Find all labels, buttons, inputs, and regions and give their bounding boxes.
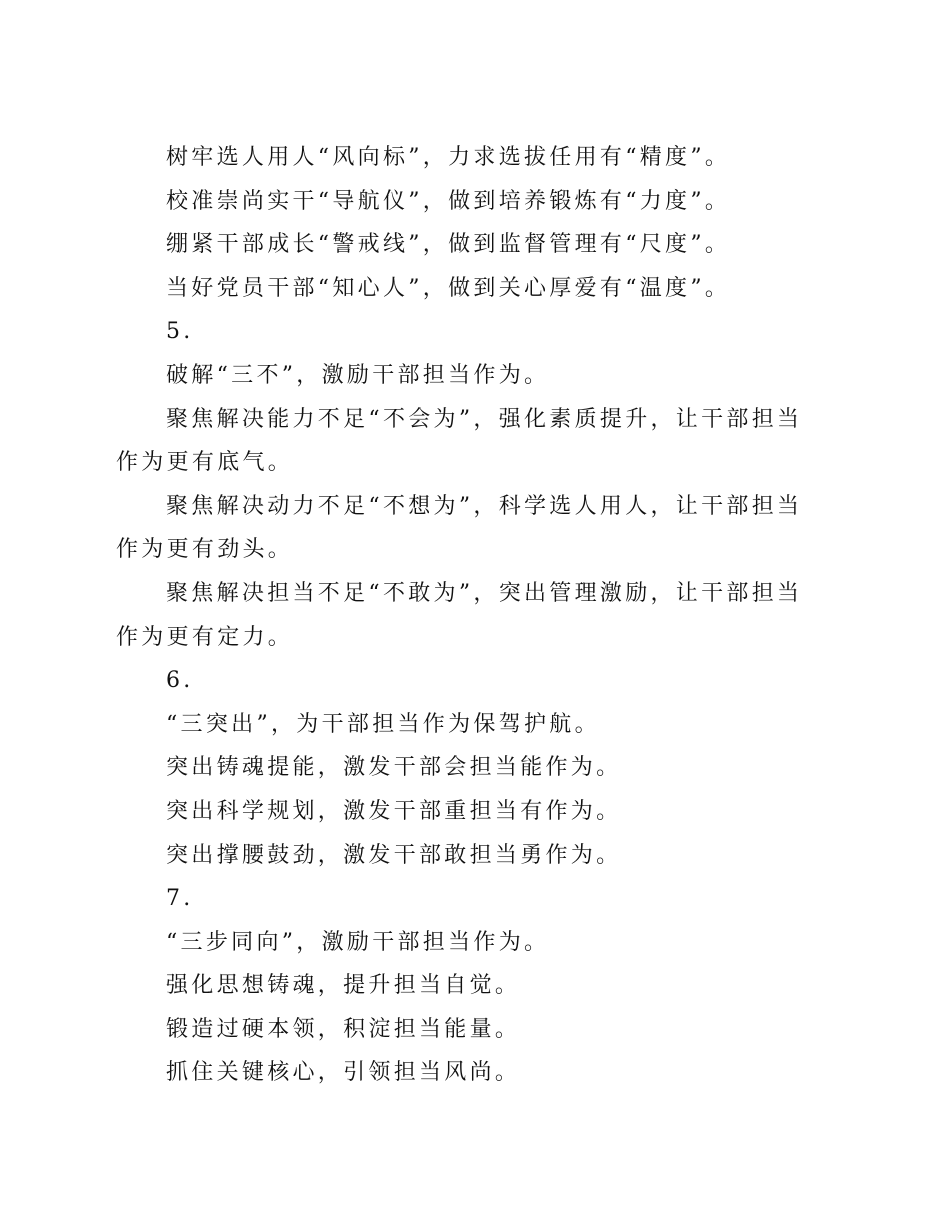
document-body <box>116 136 816 1095</box>
text-line-continuation: 作为更有定力。 <box>116 624 294 650</box>
section-heading: “三突出”，为干部担当作为保驾护航。 <box>166 711 600 737</box>
text-line: 突出铸魂提能，激发干部会担当能作为。 <box>166 755 622 781</box>
text-line: 校准崇尚实干“导航仪”，做到培养锻炼有“力度”。 <box>166 188 731 214</box>
text-line: 聚焦解决担当不足“不敢为”，突出管理激励，让干部担当 <box>166 580 803 606</box>
text-line-continuation: 作为更有劲头。 <box>116 537 294 563</box>
text-line: 锻造过硬本领，积淀担当能量。 <box>166 1016 521 1042</box>
section-heading: 破解“三不”，激励干部担当作为。 <box>166 362 550 388</box>
text-line-continuation: 作为更有底气。 <box>116 450 294 476</box>
text-line: 抓住关键核心，引领担当风尚。 <box>166 1060 521 1086</box>
section-number: 6. <box>166 668 194 694</box>
text-line: 当好党员干部“知心人”，做到关心厚爱有“温度”。 <box>166 275 731 301</box>
text-line: 突出撑腰鼓劲，激发干部敢担当勇作为。 <box>166 842 622 868</box>
section-number: 7. <box>166 886 194 912</box>
text-line: 绷紧干部成长“警戒线”，做到监督管理有“尺度”。 <box>166 232 731 258</box>
text-line: 突出科学规划，激发干部重担当有作为。 <box>166 798 622 824</box>
text-line: 聚焦解决能力不足“不会为”，强化素质提升，让干部担当 <box>166 406 803 432</box>
text-line: 聚焦解决动力不足“不想为”，科学选人用人，让干部担当 <box>166 493 803 519</box>
text-line: 强化思想铸魂，提升担当自觉。 <box>166 973 521 999</box>
section-heading: “三步同向”，激励干部担当作为。 <box>166 929 550 955</box>
text-line: 树牢选人用人“风向标”，力求选拔任用有“精度”。 <box>166 145 731 170</box>
section-number: 5. <box>166 319 194 345</box>
